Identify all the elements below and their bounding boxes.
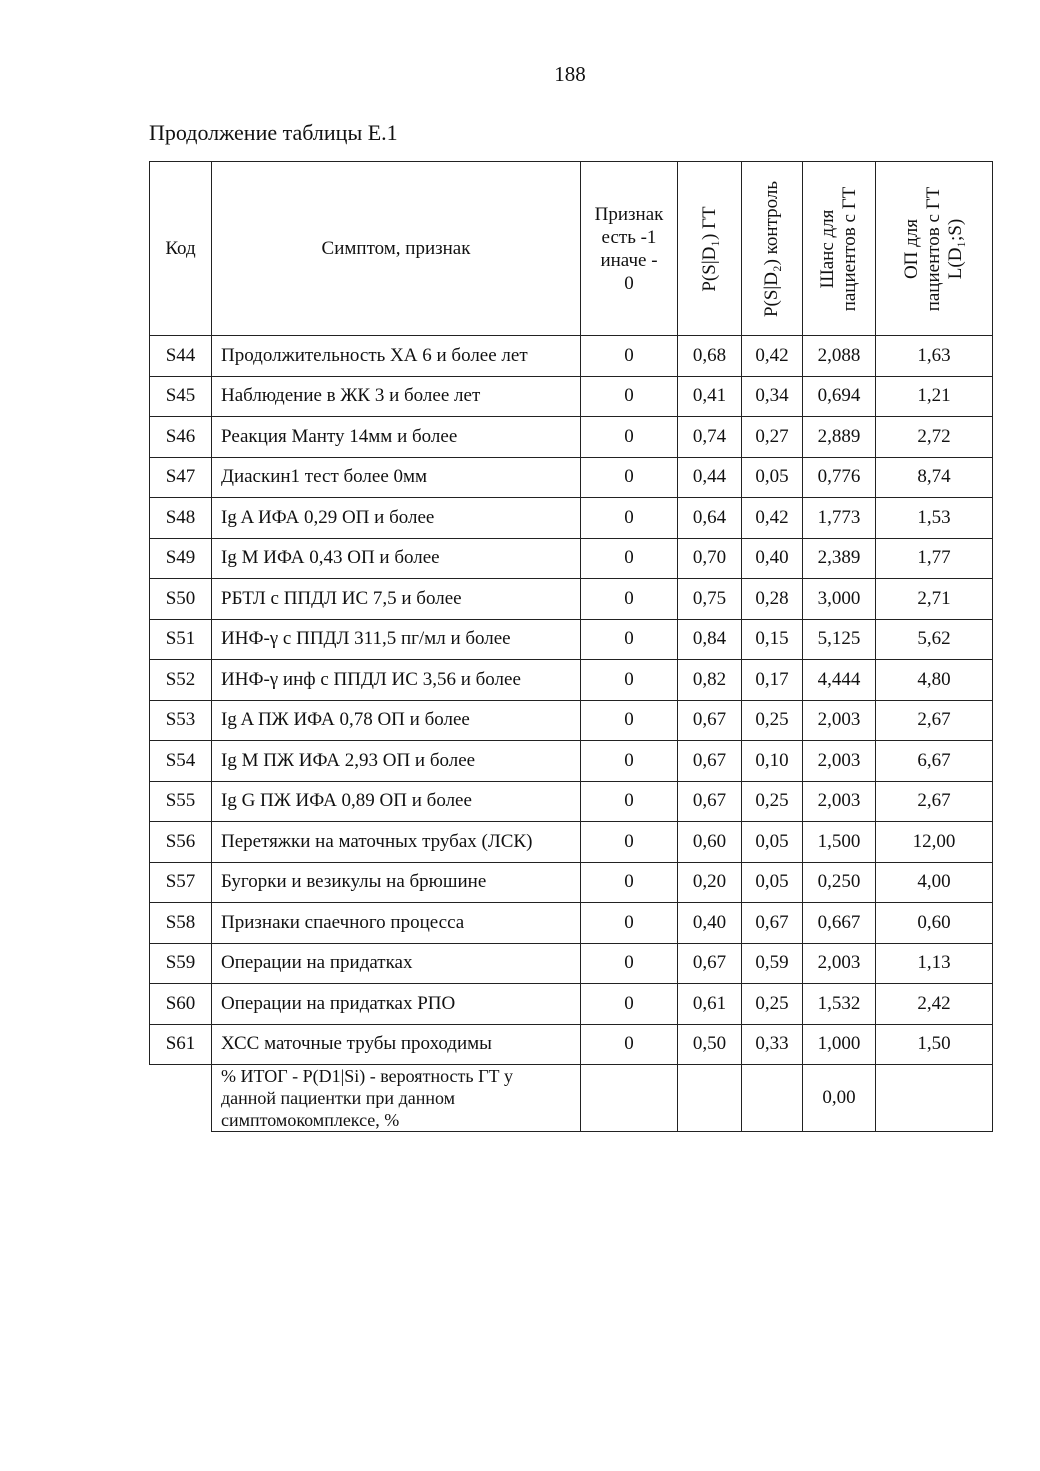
- table-row: [150, 903, 993, 944]
- cell-p1: 0,64: [678, 498, 742, 539]
- cell-symptom: Ig G ПЖ ИФА 0,89 ОП и более: [212, 781, 581, 822]
- cell-symptom: Операции на придатках: [212, 943, 581, 984]
- cell-odds: 2,003: [803, 741, 876, 782]
- cell-p2: 0,67: [742, 903, 803, 944]
- table-row: [150, 498, 993, 539]
- cell-op: 2,72: [876, 417, 993, 458]
- cell-p1: 0,40: [678, 903, 742, 944]
- cell-odds: 4,444: [803, 660, 876, 701]
- total-p1-cell: [678, 1065, 742, 1132]
- cell-sign: 0: [581, 862, 678, 903]
- cell-sign: 0: [581, 417, 678, 458]
- header-p-d2: P(S|D₂) контроль: [742, 162, 803, 336]
- table-row: [150, 619, 993, 660]
- cell-odds: 2,003: [803, 781, 876, 822]
- cell-op: 5,62: [876, 619, 993, 660]
- cell-sign: 0: [581, 781, 678, 822]
- cell-code: S48: [150, 498, 212, 539]
- cell-odds: 2,389: [803, 538, 876, 579]
- cell-code: S57: [150, 862, 212, 903]
- cell-p1: 0,41: [678, 376, 742, 417]
- header-symptom: Симптом, признак: [212, 162, 581, 336]
- cell-op: 2,71: [876, 579, 993, 620]
- cell-sign: 0: [581, 700, 678, 741]
- cell-p2: 0,42: [742, 336, 803, 377]
- cell-code: S52: [150, 660, 212, 701]
- cell-code: S45: [150, 376, 212, 417]
- cell-sign: 0: [581, 1024, 678, 1065]
- cell-odds: 0,250: [803, 862, 876, 903]
- table-row: [150, 660, 993, 701]
- cell-code: S54: [150, 741, 212, 782]
- header-row: [150, 162, 993, 336]
- cell-symptom: Реакция Манту 14мм и более: [212, 417, 581, 458]
- table-row: [150, 336, 993, 377]
- cell-op: 2,42: [876, 984, 993, 1025]
- cell-sign: 0: [581, 741, 678, 782]
- cell-p1: 0,60: [678, 822, 742, 863]
- cell-p2: 0,28: [742, 579, 803, 620]
- cell-p2: 0,27: [742, 417, 803, 458]
- cell-op: 2,67: [876, 781, 993, 822]
- cell-odds: 2,889: [803, 417, 876, 458]
- symptom-table: [149, 161, 993, 1132]
- cell-odds: 2,088: [803, 336, 876, 377]
- table-row: [150, 862, 993, 903]
- cell-p1: 0,67: [678, 700, 742, 741]
- cell-odds: 2,003: [803, 700, 876, 741]
- cell-sign: 0: [581, 376, 678, 417]
- cell-p1: 0,75: [678, 579, 742, 620]
- cell-symptom: Ig A ИФА 0,29 ОП и более: [212, 498, 581, 539]
- cell-symptom: Диаскин1 тест более 0мм: [212, 457, 581, 498]
- cell-p1: 0,67: [678, 943, 742, 984]
- cell-p2: 0,10: [742, 741, 803, 782]
- cell-code: S53: [150, 700, 212, 741]
- cell-odds: 3,000: [803, 579, 876, 620]
- table-row: [150, 457, 993, 498]
- cell-sign: 0: [581, 336, 678, 377]
- header-code: Код: [150, 162, 212, 336]
- table-caption: Продолжение таблицы Е.1: [149, 120, 398, 145]
- cell-p2: 0,59: [742, 943, 803, 984]
- cell-odds: 0,776: [803, 457, 876, 498]
- cell-symptom: Ig A ПЖ ИФА 0,78 ОП и более: [212, 700, 581, 741]
- header-p-d1: P(S|D₁) ГТ: [678, 162, 742, 336]
- cell-p1: 0,67: [678, 781, 742, 822]
- cell-odds: 1,532: [803, 984, 876, 1025]
- cell-symptom: Операции на придатках РПО: [212, 984, 581, 1025]
- total-label: % ИТОГ - P(D1|Si) - вероятность ГТ у данной пациентки при данном симптомокомплексе, %: [212, 1065, 581, 1132]
- cell-p1: 0,67: [678, 741, 742, 782]
- cell-symptom: ИНФ-γ с ППДЛ 311,5 пг/мл и более: [212, 619, 581, 660]
- cell-symptom: Продолжительность ХА 6 и более лет: [212, 336, 581, 377]
- table-row: [150, 376, 993, 417]
- cell-odds: 5,125: [803, 619, 876, 660]
- table-row: [150, 822, 993, 863]
- cell-p2: 0,42: [742, 498, 803, 539]
- cell-sign: 0: [581, 903, 678, 944]
- header-op: ОП для пациентов с ГТ L(D₁;S): [876, 162, 993, 336]
- cell-op: 1,13: [876, 943, 993, 984]
- header-odds: Шанс для пациентов с ГТ: [803, 162, 876, 336]
- cell-op: 8,74: [876, 457, 993, 498]
- cell-p1: 0,50: [678, 1024, 742, 1065]
- table-row: [150, 579, 993, 620]
- table-row: [150, 538, 993, 579]
- cell-symptom: Признаки спаечного процесса: [212, 903, 581, 944]
- cell-symptom: ХСС маточные трубы проходимы: [212, 1024, 581, 1065]
- cell-code: S51: [150, 619, 212, 660]
- cell-op: 1,77: [876, 538, 993, 579]
- cell-p2: 0,25: [742, 781, 803, 822]
- cell-p2: 0,15: [742, 619, 803, 660]
- cell-symptom: Бугорки и везикулы на брюшине: [212, 862, 581, 903]
- total-p2-cell: [742, 1065, 803, 1132]
- cell-code: S49: [150, 538, 212, 579]
- cell-p1: 0,84: [678, 619, 742, 660]
- cell-symptom: Наблюдение в ЖК 3 и более лет: [212, 376, 581, 417]
- cell-code: S44: [150, 336, 212, 377]
- cell-op: 12,00: [876, 822, 993, 863]
- cell-op: 6,67: [876, 741, 993, 782]
- cell-op: 4,00: [876, 862, 993, 903]
- cell-code: S46: [150, 417, 212, 458]
- header-sign: Признак есть -1 иначе - 0: [581, 162, 678, 336]
- cell-op: 0,60: [876, 903, 993, 944]
- cell-op: 1,63: [876, 336, 993, 377]
- table-row: [150, 741, 993, 782]
- cell-sign: 0: [581, 498, 678, 539]
- cell-code: S55: [150, 781, 212, 822]
- cell-odds: 0,667: [803, 903, 876, 944]
- cell-p2: 0,17: [742, 660, 803, 701]
- cell-code: S56: [150, 822, 212, 863]
- cell-p2: 0,33: [742, 1024, 803, 1065]
- cell-odds: 1,000: [803, 1024, 876, 1065]
- cell-odds: 1,773: [803, 498, 876, 539]
- cell-p2: 0,25: [742, 700, 803, 741]
- cell-p1: 0,82: [678, 660, 742, 701]
- table-row: [150, 781, 993, 822]
- cell-op: 2,67: [876, 700, 993, 741]
- page-number: 188: [554, 62, 586, 86]
- cell-odds: 0,694: [803, 376, 876, 417]
- cell-sign: 0: [581, 822, 678, 863]
- cell-code: S58: [150, 903, 212, 944]
- cell-p2: 0,05: [742, 457, 803, 498]
- cell-sign: 0: [581, 984, 678, 1025]
- cell-p1: 0,44: [678, 457, 742, 498]
- cell-symptom: РБТЛ с ППДЛ ИС 7,5 и более: [212, 579, 581, 620]
- cell-p1: 0,74: [678, 417, 742, 458]
- cell-op: 1,53: [876, 498, 993, 539]
- total-odds: 0,00: [803, 1065, 876, 1132]
- total-row: [150, 1065, 993, 1132]
- cell-p1: 0,61: [678, 984, 742, 1025]
- total-op-cell: [876, 1065, 993, 1132]
- table-row: [150, 700, 993, 741]
- total-empty-cell: [150, 1065, 212, 1132]
- cell-p2: 0,25: [742, 984, 803, 1025]
- cell-sign: 0: [581, 660, 678, 701]
- cell-op: 1,21: [876, 376, 993, 417]
- cell-code: S59: [150, 943, 212, 984]
- cell-code: S61: [150, 1024, 212, 1065]
- cell-sign: 0: [581, 457, 678, 498]
- cell-code: S60: [150, 984, 212, 1025]
- cell-sign: 0: [581, 619, 678, 660]
- cell-sign: 0: [581, 943, 678, 984]
- cell-odds: 1,500: [803, 822, 876, 863]
- cell-symptom: Перетяжки на маточных трубах (ЛСК): [212, 822, 581, 863]
- cell-sign: 0: [581, 579, 678, 620]
- table-row: [150, 984, 993, 1025]
- cell-symptom: Ig M ИФА 0,43 ОП и более: [212, 538, 581, 579]
- cell-op: 4,80: [876, 660, 993, 701]
- cell-p2: 0,05: [742, 862, 803, 903]
- cell-p2: 0,40: [742, 538, 803, 579]
- total-sign-cell: [581, 1065, 678, 1132]
- table-row: [150, 417, 993, 458]
- cell-op: 1,50: [876, 1024, 993, 1065]
- table-row: [150, 943, 993, 984]
- cell-symptom: ИНФ-γ инф с ППДЛ ИС 3,56 и более: [212, 660, 581, 701]
- cell-p2: 0,05: [742, 822, 803, 863]
- cell-code: S50: [150, 579, 212, 620]
- cell-sign: 0: [581, 538, 678, 579]
- cell-code: S47: [150, 457, 212, 498]
- cell-p1: 0,68: [678, 336, 742, 377]
- table-row: [150, 1024, 993, 1065]
- cell-p1: 0,70: [678, 538, 742, 579]
- cell-p1: 0,20: [678, 862, 742, 903]
- cell-p2: 0,34: [742, 376, 803, 417]
- cell-odds: 2,003: [803, 943, 876, 984]
- cell-symptom: Ig M ПЖ ИФА 2,93 ОП и более: [212, 741, 581, 782]
